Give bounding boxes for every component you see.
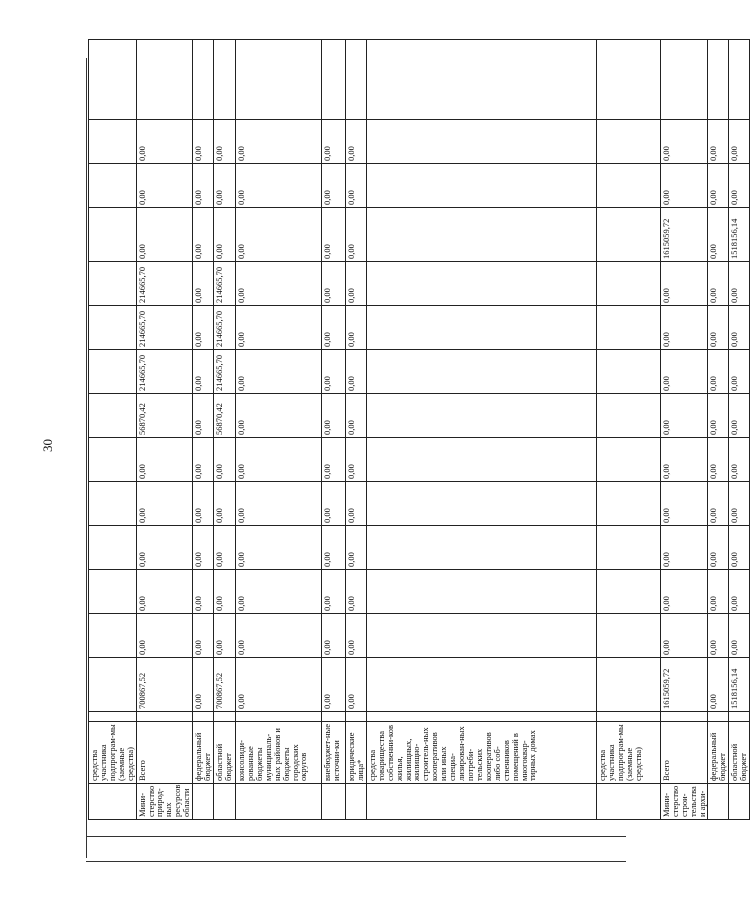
value-cell: 0,00 [660, 438, 708, 482]
value-cell: 0,00 [321, 614, 345, 658]
value-cell: 0,00 [235, 482, 321, 526]
value-cell: 0,00 [708, 570, 729, 614]
value-cell: 0,00 [136, 614, 193, 658]
table-row [213, 40, 235, 820]
org-cell [321, 784, 345, 820]
value-cell: 0,00 [660, 306, 708, 350]
value-cell: 0,00 [193, 208, 214, 262]
table-row [321, 40, 345, 820]
funding-source-cell: средства участника подпрограм-мы (заемные средства) [596, 722, 660, 784]
value-cell [366, 570, 596, 614]
value-cell: 700867,52 [136, 658, 193, 712]
value-cell: 0,00 [321, 570, 345, 614]
value-cell: 0,00 [345, 614, 366, 658]
value-cell [89, 120, 137, 164]
value-cell: 0,00 [729, 306, 750, 350]
value-cell: 0,00 [321, 350, 345, 394]
value-cell [596, 306, 660, 350]
value-cell: 0,00 [708, 164, 729, 208]
table-body [89, 40, 750, 820]
value-cell: 0,00 [660, 350, 708, 394]
value-cell: 0,00 [660, 164, 708, 208]
value-cell: 0,00 [708, 120, 729, 164]
value-cell: 0,00 [235, 526, 321, 570]
value-cell: 0,00 [345, 164, 366, 208]
value-cell [366, 306, 596, 350]
blank-cell [596, 712, 660, 722]
value-cell [596, 614, 660, 658]
value-cell [596, 120, 660, 164]
value-cell: 0,00 [708, 438, 729, 482]
value-cell [366, 438, 596, 482]
value-cell: 0,00 [213, 208, 235, 262]
value-cell: 0,00 [708, 262, 729, 306]
value-cell: 0,00 [136, 482, 193, 526]
value-cell: 214665,70 [136, 306, 193, 350]
table-row [366, 40, 596, 820]
value-cell [366, 482, 596, 526]
org-cell [366, 784, 596, 820]
value-cell: 0,00 [729, 614, 750, 658]
value-cell [596, 394, 660, 438]
value-cell: 0,00 [136, 438, 193, 482]
value-cell: 0,00 [235, 658, 321, 712]
value-cell: 0,00 [321, 306, 345, 350]
value-cell: 0,00 [193, 262, 214, 306]
org-cell [596, 784, 660, 820]
value-cell: 0,00 [213, 438, 235, 482]
rotated-table-sheet [88, 58, 749, 820]
org-cell [193, 784, 214, 820]
funding-source-cell: средства участника подпрограм-мы (заемные средства) [89, 722, 137, 784]
value-cell: 0,00 [213, 120, 235, 164]
value-cell: 0,00 [345, 120, 366, 164]
value-cell: 0,00 [193, 614, 214, 658]
value-cell: 0,00 [193, 306, 214, 350]
value-cell: 0,00 [660, 526, 708, 570]
blank-cell [89, 712, 137, 722]
value-cell: 0,00 [708, 658, 729, 712]
funding-source-cell: областной бюджет [729, 722, 750, 784]
value-cell [660, 40, 708, 120]
value-cell: 0,00 [708, 306, 729, 350]
funding-source-cell: Всего [660, 722, 708, 784]
value-cell [366, 614, 596, 658]
value-cell: 0,00 [729, 262, 750, 306]
value-cell [366, 40, 596, 120]
value-cell: 0,00 [660, 262, 708, 306]
value-cell: 0,00 [213, 526, 235, 570]
table-row [235, 40, 321, 820]
value-cell [366, 120, 596, 164]
org-cell [708, 784, 729, 820]
value-cell: 0,00 [235, 262, 321, 306]
value-cell: 0,00 [321, 262, 345, 306]
value-cell: 0,00 [345, 306, 366, 350]
value-cell: 0,00 [321, 526, 345, 570]
value-cell [366, 658, 596, 712]
table-row [193, 40, 214, 820]
value-cell: 0,00 [660, 614, 708, 658]
value-cell: 0,00 [235, 350, 321, 394]
value-cell [321, 40, 345, 120]
value-cell: 0,00 [708, 526, 729, 570]
blank-cell [345, 712, 366, 722]
value-cell [213, 40, 235, 120]
value-cell [366, 164, 596, 208]
value-cell: 0,00 [321, 658, 345, 712]
value-cell [89, 394, 137, 438]
value-cell: 0,00 [345, 482, 366, 526]
value-cell: 0,00 [708, 350, 729, 394]
value-cell: 0,00 [729, 394, 750, 438]
value-cell: 0,00 [235, 208, 321, 262]
table-row [345, 40, 366, 820]
value-cell [729, 40, 750, 120]
value-cell [89, 350, 137, 394]
value-cell [89, 570, 137, 614]
value-cell: 0,00 [660, 570, 708, 614]
value-cell: 0,00 [729, 570, 750, 614]
blank-cell [235, 712, 321, 722]
funding-source-cell: консолиди-рованные бюджеты муниципаль-ных районов и бюджеты городских округов [235, 722, 321, 784]
value-cell: 0,00 [193, 394, 214, 438]
org-cell: Мини-стерство строи-тельства и архи- [660, 784, 708, 820]
funding-source-cell: Всего [136, 722, 193, 784]
value-cell: 0,00 [729, 164, 750, 208]
value-cell: 0,00 [213, 164, 235, 208]
value-cell: 0,00 [136, 526, 193, 570]
blank-cell [136, 712, 193, 722]
value-cell: 0,00 [321, 482, 345, 526]
value-cell [596, 164, 660, 208]
value-cell: 0,00 [660, 482, 708, 526]
value-cell: 0,00 [193, 438, 214, 482]
value-cell: 56870,42 [213, 394, 235, 438]
value-cell [366, 394, 596, 438]
value-cell [596, 570, 660, 614]
value-cell: 0,00 [345, 262, 366, 306]
value-cell: 0,00 [213, 614, 235, 658]
value-cell: 0,00 [708, 614, 729, 658]
funding-source-cell: федеральный бюджет [193, 722, 214, 784]
value-cell: 0,00 [136, 208, 193, 262]
value-cell [596, 658, 660, 712]
table-row [660, 40, 708, 820]
value-cell: 0,00 [321, 394, 345, 438]
org-cell [89, 784, 137, 820]
value-cell [366, 208, 596, 262]
value-cell: 0,00 [345, 438, 366, 482]
value-cell: 0,00 [213, 482, 235, 526]
value-cell [89, 658, 137, 712]
table-row [136, 40, 193, 820]
value-cell [89, 262, 137, 306]
value-cell: 0,00 [235, 570, 321, 614]
blank-cell [213, 712, 235, 722]
value-cell: 0,00 [193, 350, 214, 394]
footer-rules [86, 836, 626, 862]
org-cell [345, 784, 366, 820]
table-row [729, 40, 750, 820]
value-cell [708, 40, 729, 120]
blank-cell [193, 712, 214, 722]
value-cell [89, 40, 137, 120]
value-cell: 0,00 [345, 208, 366, 262]
value-cell: 214665,70 [213, 306, 235, 350]
value-cell: 0,00 [193, 164, 214, 208]
value-cell [596, 40, 660, 120]
value-cell [89, 526, 137, 570]
value-cell: 1615059,72 [660, 658, 708, 712]
value-cell [596, 350, 660, 394]
value-cell [596, 262, 660, 306]
blank-cell [321, 712, 345, 722]
value-cell: 0,00 [136, 570, 193, 614]
org-cell [213, 784, 235, 820]
value-cell: 0,00 [660, 120, 708, 164]
value-cell [345, 40, 366, 120]
value-cell: 0,00 [235, 394, 321, 438]
value-cell [89, 306, 137, 350]
value-cell: 0,00 [321, 164, 345, 208]
value-cell: 0,00 [136, 120, 193, 164]
blank-cell [708, 712, 729, 722]
value-cell: 0,00 [235, 438, 321, 482]
value-cell: 0,00 [708, 208, 729, 262]
blank-cell [729, 712, 750, 722]
value-cell: 0,00 [235, 120, 321, 164]
value-cell [596, 526, 660, 570]
value-cell [89, 208, 137, 262]
value-cell [193, 40, 214, 120]
value-cell: 0,00 [136, 164, 193, 208]
org-cell: Мини-стерство природ-ных ресурсов области [136, 784, 193, 820]
funding-source-cell: областной бюджет [213, 722, 235, 784]
value-cell: 0,00 [321, 120, 345, 164]
value-cell: 214665,70 [213, 262, 235, 306]
value-cell: 214665,70 [136, 350, 193, 394]
value-cell [89, 438, 137, 482]
value-cell: 0,00 [345, 394, 366, 438]
value-cell: 1518156,14 [729, 658, 750, 712]
budget-table [88, 39, 750, 820]
table-row [89, 40, 137, 820]
value-cell: 0,00 [660, 394, 708, 438]
value-cell: 0,00 [193, 526, 214, 570]
value-cell: 0,00 [729, 482, 750, 526]
funding-source-cell: средства товарищества собственни-ков жилья, жилищных, жилищно-строитель-ных кооперативов или иных специа-лизирован-ных потреби-тельских кооперативов либо соб-ственников помещений в многоквар-тирных домах [366, 722, 596, 784]
value-cell [366, 262, 596, 306]
value-cell: 0,00 [345, 350, 366, 394]
page-number: 30 [40, 439, 55, 452]
value-cell [89, 164, 137, 208]
value-cell: 0,00 [345, 658, 366, 712]
value-cell: 0,00 [708, 394, 729, 438]
value-cell: 0,00 [729, 350, 750, 394]
value-cell [596, 482, 660, 526]
value-cell: 56870,42 [136, 394, 193, 438]
value-cell: 0,00 [193, 482, 214, 526]
value-cell: 0,00 [235, 614, 321, 658]
value-cell [235, 40, 321, 120]
value-cell: 0,00 [729, 526, 750, 570]
blank-cell [366, 712, 596, 722]
value-cell: 0,00 [213, 570, 235, 614]
funding-source-cell: федеральный бюджет [708, 722, 729, 784]
org-cell [235, 784, 321, 820]
value-cell [596, 208, 660, 262]
value-cell [596, 438, 660, 482]
value-cell: 0,00 [193, 570, 214, 614]
margin-rule [86, 58, 87, 858]
value-cell: 0,00 [729, 120, 750, 164]
value-cell [136, 40, 193, 120]
funding-source-cell: внебюджет-ные источни-ки [321, 722, 345, 784]
value-cell: 1518156,14 [729, 208, 750, 262]
table-row [596, 40, 660, 820]
table-row [708, 40, 729, 820]
value-cell: 0,00 [235, 306, 321, 350]
value-cell: 0,00 [193, 120, 214, 164]
value-cell: 0,00 [321, 208, 345, 262]
value-cell [89, 614, 137, 658]
value-cell [89, 482, 137, 526]
value-cell: 0,00 [708, 482, 729, 526]
value-cell: 0,00 [345, 570, 366, 614]
value-cell: 1615059,72 [660, 208, 708, 262]
value-cell: 0,00 [345, 526, 366, 570]
value-cell [366, 350, 596, 394]
value-cell: 0,00 [193, 658, 214, 712]
value-cell [366, 526, 596, 570]
value-cell: 0,00 [321, 438, 345, 482]
value-cell: 0,00 [235, 164, 321, 208]
funding-source-cell: юридические лица* [345, 722, 366, 784]
value-cell: 214665,70 [213, 350, 235, 394]
org-cell [729, 784, 750, 820]
value-cell: 700867,52 [213, 658, 235, 712]
value-cell: 0,00 [729, 438, 750, 482]
blank-cell [660, 712, 708, 722]
value-cell: 214665,70 [136, 262, 193, 306]
